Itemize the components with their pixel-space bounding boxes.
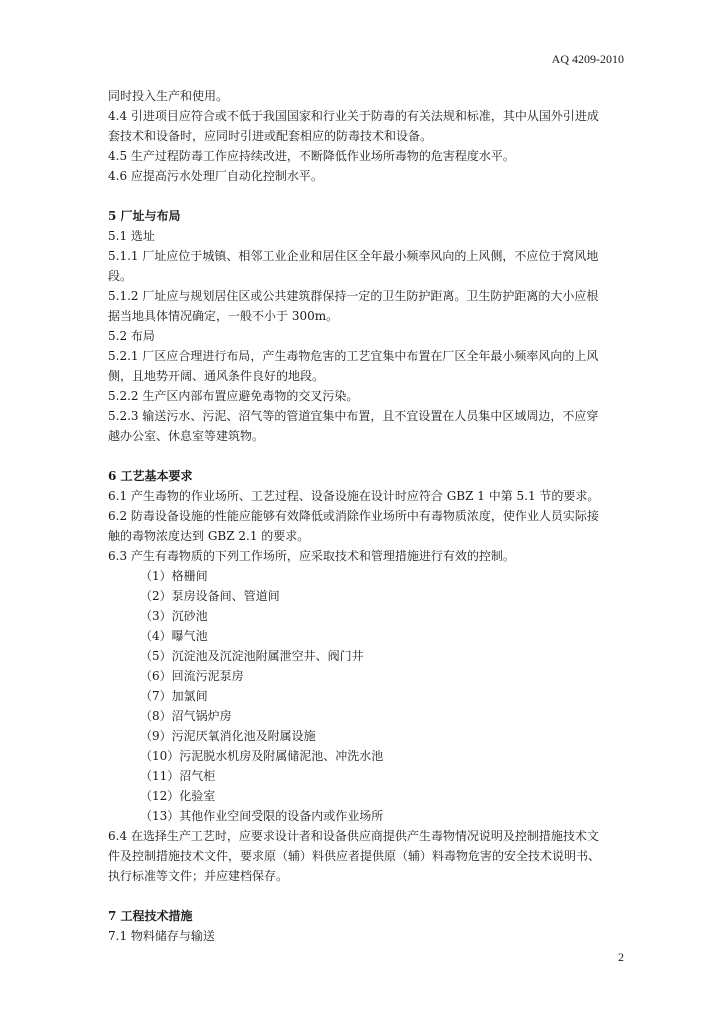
list-item: （8）沼气锅炉房 bbox=[140, 709, 232, 723]
list-item: （5）沉淀池及沉淀池附属泄空井、阀门井 bbox=[140, 649, 364, 663]
clause-6-4-line1: 6.4 在选择生产工艺时，应要求设计者和设备供应商提供产生毒物情况说明及控制措施技术文 bbox=[108, 829, 599, 843]
clause-6-2-line1: 6.2 防毒设备设施的性能应能够有效降低或消除作业场所中有毒物质浓度，使作业人员实际接 bbox=[108, 509, 599, 523]
clause-5-2-3-line1: 5.2.3 输送污水、污泥、沼气等的管道宜集中布置，且不宜设置在人员集中区域周边，不应穿 bbox=[108, 409, 599, 423]
list-item: （3）沉砂池 bbox=[140, 609, 208, 623]
clause-5-2-3-line2: 越办公室、休息室等建筑物。 bbox=[108, 429, 265, 443]
paragraph-4-6: 4.6 应提高污水处理厂自动化控制水平。 bbox=[108, 169, 323, 183]
clause-6-1: 6.1 产生毒物的作业场所、工艺过程、设备设施在设计时应符合 GBZ 1 中第 5.1 节的要求。 bbox=[108, 489, 600, 503]
paragraph-intro-line: 同时投入生产和使用。 bbox=[108, 89, 229, 103]
clause-6-3: 6.3 产生有毒物质的下列工作场所，应采取技术和管理措施进行有效的控制。 bbox=[108, 549, 515, 563]
paragraph-4-4-line1: 4.4 引进项目应符合或不低于我国国家和行业关于防毒的有关法规和标准，其中从国外引进成 bbox=[108, 109, 599, 123]
list-item: （1）格栅间 bbox=[140, 569, 208, 583]
section-6-title: 6 工艺基本要求 bbox=[108, 469, 193, 483]
list-item: （9）污泥厌氧消化池及附属设施 bbox=[140, 729, 316, 743]
clause-5-2-1-line2: 侧，且地势开阔、通风条件良好的地段。 bbox=[108, 369, 325, 383]
list-item: （13）其他作业空间受限的设备内或作业场所 bbox=[140, 809, 384, 823]
clause-6-2-line2: 触的毒物浓度达到 GBZ 2.1 的要求。 bbox=[108, 529, 310, 543]
list-item: （4）曝气池 bbox=[140, 629, 208, 643]
paragraph-4-4-line2: 套技术和设备时，应同时引进或配套相应的防毒技术和设备。 bbox=[108, 129, 433, 143]
list-item: （12）化验室 bbox=[140, 789, 216, 803]
clause-5-1: 5.1 选址 bbox=[108, 229, 155, 243]
clause-6-4-line3: 执行标准等文件；并应建档保存。 bbox=[108, 869, 289, 883]
document-body bbox=[108, 86, 632, 946]
list-item: （6）回流污泥泵房 bbox=[140, 669, 244, 683]
page-number: 2 bbox=[618, 950, 624, 964]
workplace-list bbox=[108, 566, 632, 826]
clause-5-2: 5.2 布局 bbox=[108, 329, 155, 343]
list-item: （10）污泥脱水机房及附属储泥池、冲洗水池 bbox=[140, 749, 384, 763]
paragraph-4-5: 4.5 生产过程防毒工作应持续改进，不断降低作业场所毒物的危害程度水平。 bbox=[108, 149, 515, 163]
clause-6-4-line2: 件及控制措施技术文件，要求原（辅）料供应者提供原（辅）料毒物危害的安全技术说明书、 bbox=[108, 849, 601, 863]
standard-code-header: AQ 4209-2010 bbox=[551, 52, 624, 66]
clause-5-2-1-line1: 5.2.1 厂区应合理进行布局，产生毒物危害的工艺宜集中布置在厂区全年最小频率风向的上风 bbox=[108, 349, 599, 363]
list-item: （7）加氯间 bbox=[140, 689, 208, 703]
clause-5-1-2-line1: 5.1.2 厂址应与规划居住区或公共建筑群保持一定的卫生防护距离。卫生防护距离的大小应根 bbox=[108, 289, 599, 303]
clause-5-1-1-line2: 段。 bbox=[108, 269, 133, 283]
section-5-title: 5 厂址与布局 bbox=[108, 209, 181, 223]
clause-5-1-1-line1: 5.1.1 厂址应位于城镇、相邻工业企业和居住区全年最小频率风向的上风侧，不应位于窝风地 bbox=[108, 249, 599, 263]
list-item: （2）泵房设备间、管道间 bbox=[140, 589, 280, 603]
clause-5-1-2-line2: 据当地具体情况确定，一般不小于 300m。 bbox=[108, 309, 339, 323]
list-item: （11）沼气柜 bbox=[140, 769, 216, 783]
clause-5-2-2: 5.2.2 生产区内部布置应避免毒物的交叉污染。 bbox=[108, 389, 359, 403]
section-7-title: 7 工程技术措施 bbox=[108, 909, 193, 923]
clause-7-1: 7.1 物料储存与输送 bbox=[108, 929, 215, 943]
